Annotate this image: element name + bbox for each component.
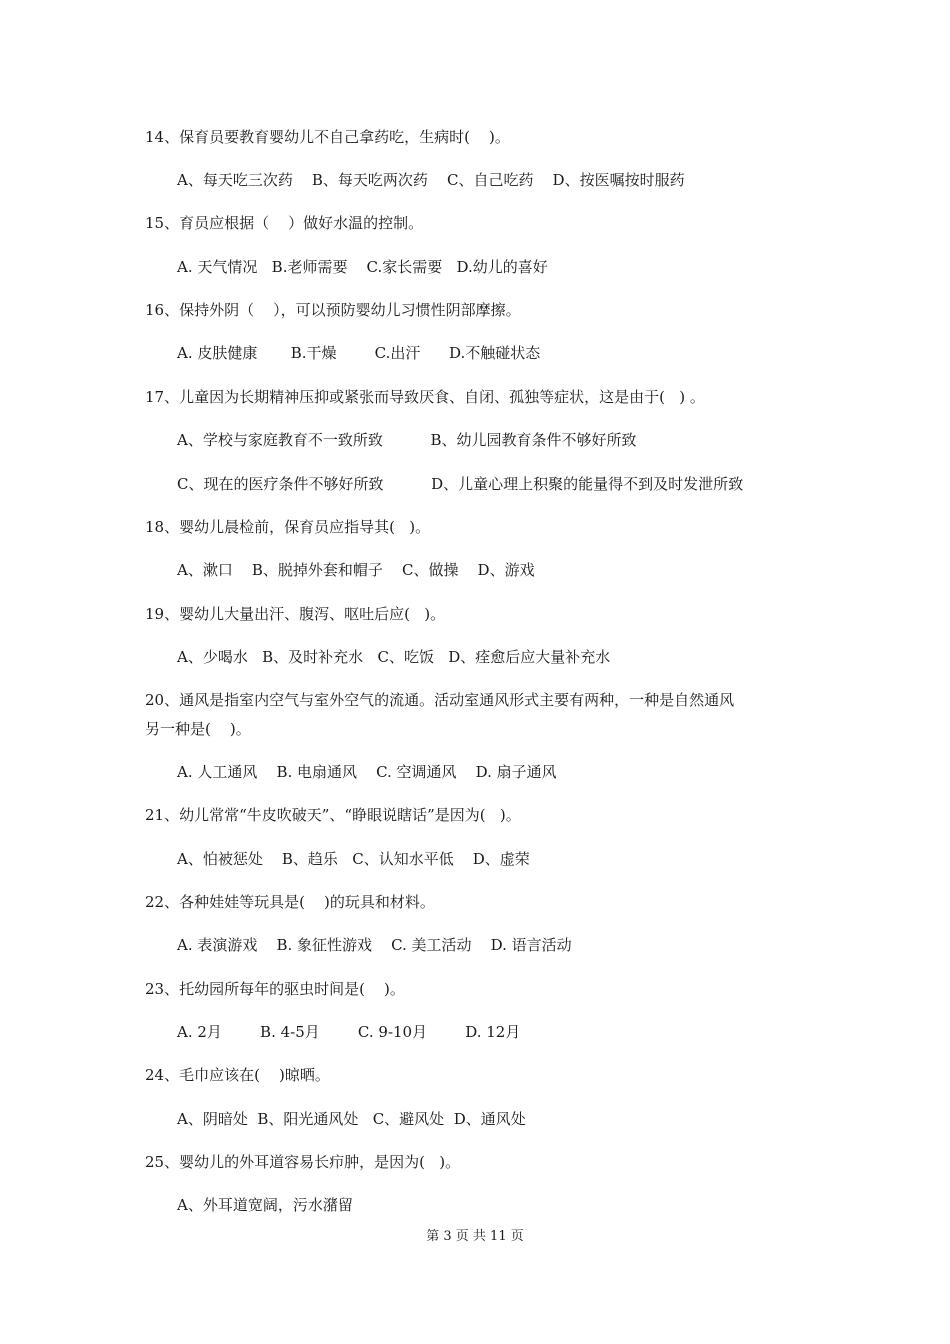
question-24-options: A、阴暗处 B、阳光通风处 C、避风处 D、通风处 [177,1110,526,1128]
question-16-stem: 16、保持外阴（ ），可以预防婴幼儿习惯性阴部摩擦。 [145,301,521,319]
question-15-stem: 15、育员应根据（ ）做好水温的控制。 [145,214,424,232]
question-20-options: A. 人工通风 B. 电扇通风 C. 空调通风 D. 扇子通风 [177,763,557,781]
question-20-stem-line-1: 20、通风是指室内空气与室外空气的流通。活动室通风形式主要有两种，一种是自然通风 [145,691,735,709]
question-23-stem: 23、托幼园所每年的驱虫时间是( )。 [145,980,405,998]
question-14-stem: 14、保育员要教育婴幼儿不自己拿药吃，生病时( )。 [145,128,510,146]
question-14-options: A、每天吃三次药 B、每天吃两次药 C、自己吃药 D、按医嘱按时服药 [177,171,685,189]
question-23-options: A. 2月 B. 4-5月 C. 9-10月 D. 12月 [177,1023,521,1041]
question-20-stem-line-2: 另一种是( )。 [145,720,251,738]
question-22-options: A. 表演游戏 B. 象征性游戏 C. 美工活动 D. 语言活动 [177,936,572,954]
question-19-options: A、少喝水 B、及时补充水 C、吃饭 D、痊愈后应大量补充水 [177,648,611,666]
question-17-stem: 17、儿童因为长期精神压抑或紧张而导致厌食、自闭、孤独等症状，这是由于( ) 。 [145,388,705,406]
question-25-option-a: A、外耳道宽阔，污水潴留 [177,1196,353,1214]
question-18-stem: 18、婴幼儿晨检前，保育员应指导其( )。 [145,518,431,536]
page-number-footer: 第 3 页 共 11 页 [426,1229,524,1244]
question-19-stem: 19、婴幼儿大量出汗、腹泻、呕吐后应( )。 [145,605,446,623]
question-17-options-row-1: A、学校与家庭教育不一致所致 B、幼儿园教育条件不够好所致 [177,431,637,449]
question-21-stem: 21、幼儿常常“牛皮吹破天”、“睁眼说瞎话”是因为( )。 [145,806,521,824]
question-22-stem: 22、各种娃娃等玩具是( )的玩具和材料。 [145,893,435,911]
question-25-stem: 25、婴幼儿的外耳道容易长疖肿，是因为( )。 [145,1153,461,1171]
question-16-options: A. 皮肤健康 B.干燥 C.出汗 D.不触碰状态 [177,344,541,362]
question-15-options: A. 天气情况 B.老师需要 C.家长需要 D.幼儿的喜好 [177,258,548,276]
question-18-options: A、漱口 B、脱掉外套和帽子 C、做操 D、游戏 [177,561,535,579]
question-21-options: A、怕被惩处 B、趋乐 C、认知水平低 D、虚荣 [177,850,530,868]
question-17-options-row-2: C、现在的医疗条件不够好所致 D、儿童心理上积聚的能量得不到及时发泄所致 [177,475,744,493]
question-24-stem: 24、毛巾应该在( )晾晒。 [145,1066,330,1084]
